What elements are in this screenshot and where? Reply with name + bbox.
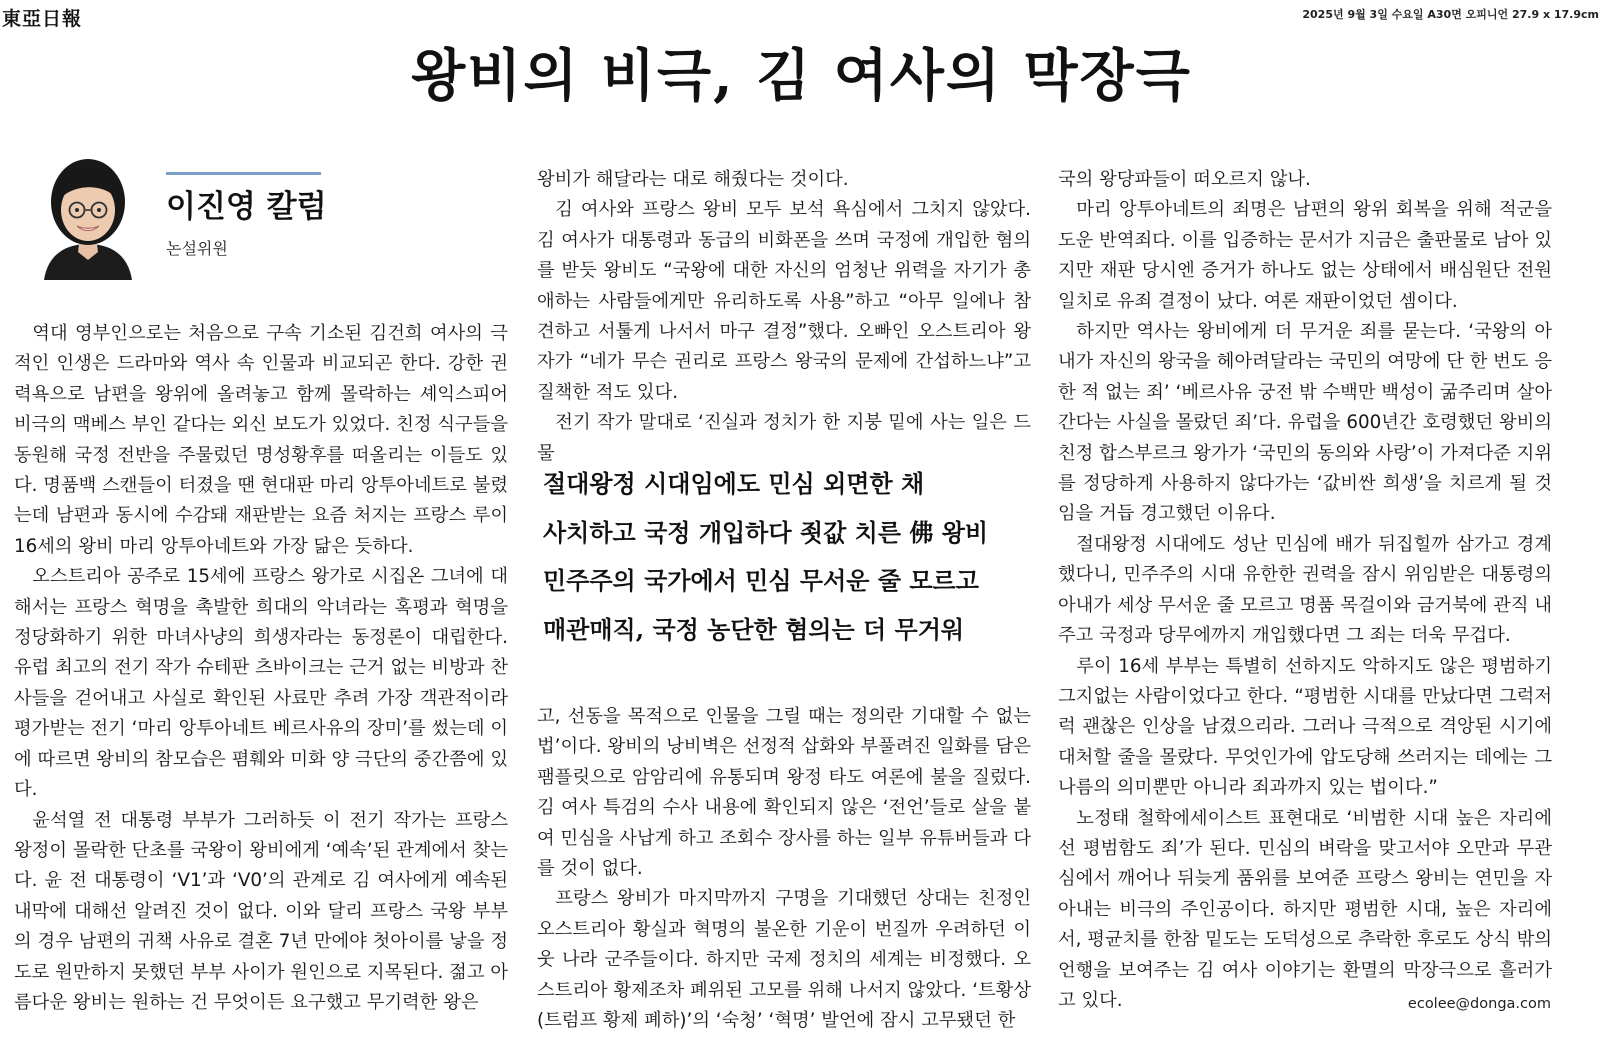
article-column-1 [14,319,508,1018]
column-name: 이진영 칼럼 [166,189,327,225]
paragraph: 노정태 철학에세이스트 표현대로 ‘비범한 시대 높은 자리에 선 평범함도 죄’가 된다. 민심의 벼락을 맞고서야 오만과 무관심에서 깨어나 뒤늦게 품위를 보여준 프랑스 왕비는 연민을 자아내는 비극의 주인공이다. 하지만 평범한 시대, 높은 자리에서, 평균치를 한참 밑도는 도덕성으로 추락한 후로도 상식 밖의 언행을 보여주는 김 여사 이야기는 환멸의 막장극으로 흘러가고 있다. [1058,807,1552,1011]
dateline: 2025년 9월 3일 수요일 A30면 오피니언 27.9 x 17.9cm [1302,8,1599,21]
paragraph: 전기 작가 말대로 ‘진실과 정치가 한 지붕 밑에 사는 일은 드물 [537,412,1031,464]
paragraph: 하지만 역사는 왕비에게 더 무거운 죄를 묻는다. ‘국왕의 아내가 자신의 왕국을 헤아려달라는 국민의 여망에 단 한 번도 응한 적 없는 죄’ ‘베르사유 궁전 밖 수백만 백성이 굶주리며 살아간다는 사실을 몰랐던 죄’다. 유럽을 600년간 호령했던 왕비의 친정 합스부르크 왕가가 ‘국민의 동의와 사랑’이 가져다준 지위를 정당하게 사용하지 않다가는 ‘값비싼 희생’을 치르게 될 것임을 거듭 경고했던 이유다. [1058,321,1552,525]
paragraph: 고, 선동을 목적으로 인물을 그릴 때는 정의란 기대할 수 없는 법’이다. 왕비의 낭비벽은 선정적 삽화와 부풀려진 일화를 담은 팸플릿으로 암암리에 유통되며 왕정 타도 여론에 불을 질렀다. 김 여사 특검의 수사 내용에 확인되지 않은 ‘전언’들로 살을 붙여 민심을 사납게 하고 조회수 장사를 하는 일부 유튜버들과 다를 것이 없다. [537,706,1031,880]
article-column-2-top [537,165,1031,469]
paragraph: 절대왕정 시대에도 성난 민심에 배가 뒤집힐까 삼가고 경계했다니, 민주주의 시대 유한한 권력을 잠시 위임받은 대통령의 아내가 세상 무서운 줄 모르고 명품 목걸이와 금거북에 관직 내주고 국정과 당무에까지 개입했다면 그 죄는 더욱 무겁다. [1058,533,1552,647]
author-photo [40,150,136,280]
paragraph: 오스트리아 공주로 15세에 프랑스 왕가로 시집온 그녀에 대해서는 프랑스 혁명을 촉발한 희대의 악녀라는 혹평과 혁명을 정당화하기 위한 마녀사냥의 희생자라는 동정론이 대립한다. 유럽 최고의 전기 작가 슈테판 츠바이크는 근거 없는 비방과 찬사들을 걷어내고 사실로 확인된 사료만 추려 가장 객관적이라 평가받는 전기 ‘마리 앙투아네트 베르사유의 장미’를 썼는데 이에 따르면 왕비의 참모습은 폄훼와 미화 양 극단의 중간쯤에 있다. [14,566,508,801]
headline: 왕비의 비극, 김 여사의 막장극 [411,43,1192,109]
pull-quote-line: 매관매직, 국정 농단한 혐의는 더 무거워 [543,614,965,644]
author-divider [166,172,321,175]
newspaper-logo: 東亞日報 [2,8,83,30]
author-email[interactable]: ecolee@donga.com [1407,996,1551,1012]
paragraph: 국의 왕당파들이 떠오르지 않나. [1058,169,1311,190]
article-column-3 [1058,165,1552,1016]
paragraph: 마리 앙투아네트의 죄명은 남편의 왕위 회복을 위해 적군을 도운 반역죄다. 이를 입증하는 문서가 지금은 출판물로 남아 있지만 재판 당시엔 증거가 하나도 없는 상태에서 배심원단 전원 일치로 유죄 결정이 났다. 여론 재판이었던 셈이다. [1058,199,1552,312]
author-role: 논설위원 [166,239,228,258]
pull-quote-line: 사치하고 국정 개입하다 죗값 치른 佛 왕비 [543,517,989,547]
article-column-2-bottom [537,702,1031,1036]
pull-quote-line: 민주주의 국가에서 민심 무서운 줄 모르고 [543,566,979,595]
paragraph: 윤석열 전 대통령 부부가 그러하듯 이 전기 작가는 프랑스 왕정이 몰락한 단초를 국왕이 왕비에게 ‘예속’된 관계에서 찾는다. 윤 전 대통령이 ‘V1’과 ‘V0’의 관계로 김 여사에게 예속된 내막에 대해선 알려진 것이 없다. 이와 달리 프랑스 국왕 부부의 경우 남편의 귀책 사유로 결혼 7년 만에야 첫아이를 낳을 정도로 원만하지 못했던 부부 사이가 원인으로 지목된다. 젊고 아름다운 왕비는 원하는 건 무엇이든 요구했고 무기력한 왕은 [14,809,508,1013]
pull-quote-line: 절대왕정 시대임에도 민심 외면한 채 [543,469,925,498]
paragraph: 왕비가 해달라는 대로 해줬다는 것이다. [537,169,849,190]
paragraph: 김 여사와 프랑스 왕비 모두 보석 욕심에서 그치지 않았다. 김 여사가 대통령과 동급의 비화폰을 쓰며 국정에 개입한 혐의를 받듯 왕비도 “국왕에 대한 자신의 엄청난 위력을 자기가 총애하는 사람들에게만 유리하도록 사용”하고 “아무 일에나 참견하고 서툴게 나서서 마구 결정”했다. 오빠인 오스트리아 왕자가 “네가 무슨 권리로 프랑스 왕국의 문제에 간섭하느냐”고 질책한 적도 있다. [537,199,1031,403]
portrait-photo-icon [40,150,136,280]
pull-quote [543,460,1043,654]
paragraph: 역대 영부인으로는 처음으로 구속 기소된 김건희 여사의 극적인 인생은 드라마와 역사 속 인물과 비교되곤 한다. 강한 권력욕으로 남편을 왕위에 올려놓고 함께 몰락하는 셰익스피어 비극의 맥베스 부인 같다는 외신 보도가 있었다. 친정 식구들을 동원해 국정 전반을 주물렀던 명성황후를 떠올리는 이들도 있다. 명품백 스캔들이 터졌을 땐 현대판 마리 앙투아네트로 불렸는데 남편과 동시에 수감돼 재판받는 요즘 처지는 프랑스 루이 16세의 왕비 마리 앙투아네트와 가장 닮은 듯하다. [14,323,508,557]
paragraph: 루이 16세 부부는 특별히 선하지도 악하지도 않은 평범하기 그지없는 사람이었다고 한다. “평범한 시대를 만났다면 그럭저럭 괜찮은 인상을 남겼으리라. 그러나 극적으로 격앙된 시기에 대처할 줄을 몰랐다. 무엇인가에 압도당해 쓰러지는 데에는 그 나름의 의미뿐만 아니라 죄과까지 있는 법이다.” [1058,655,1552,799]
paragraph: 프랑스 왕비가 마지막까지 구명을 기대했던 상대는 친정인 오스트리아 황실과 혁명의 불온한 기운이 번질까 우려하던 이웃 나라 군주들이다. 하지만 국제 정치의 세계는 비정했다. 오스트리아 황제조차 폐위된 고모를 위해 나서지 않았다. ‘트황상(트럼프 황제 폐하)’의 ‘숙청’ ‘혁명’ 발언에 잠시 고무됐던 한 [537,888,1031,1032]
